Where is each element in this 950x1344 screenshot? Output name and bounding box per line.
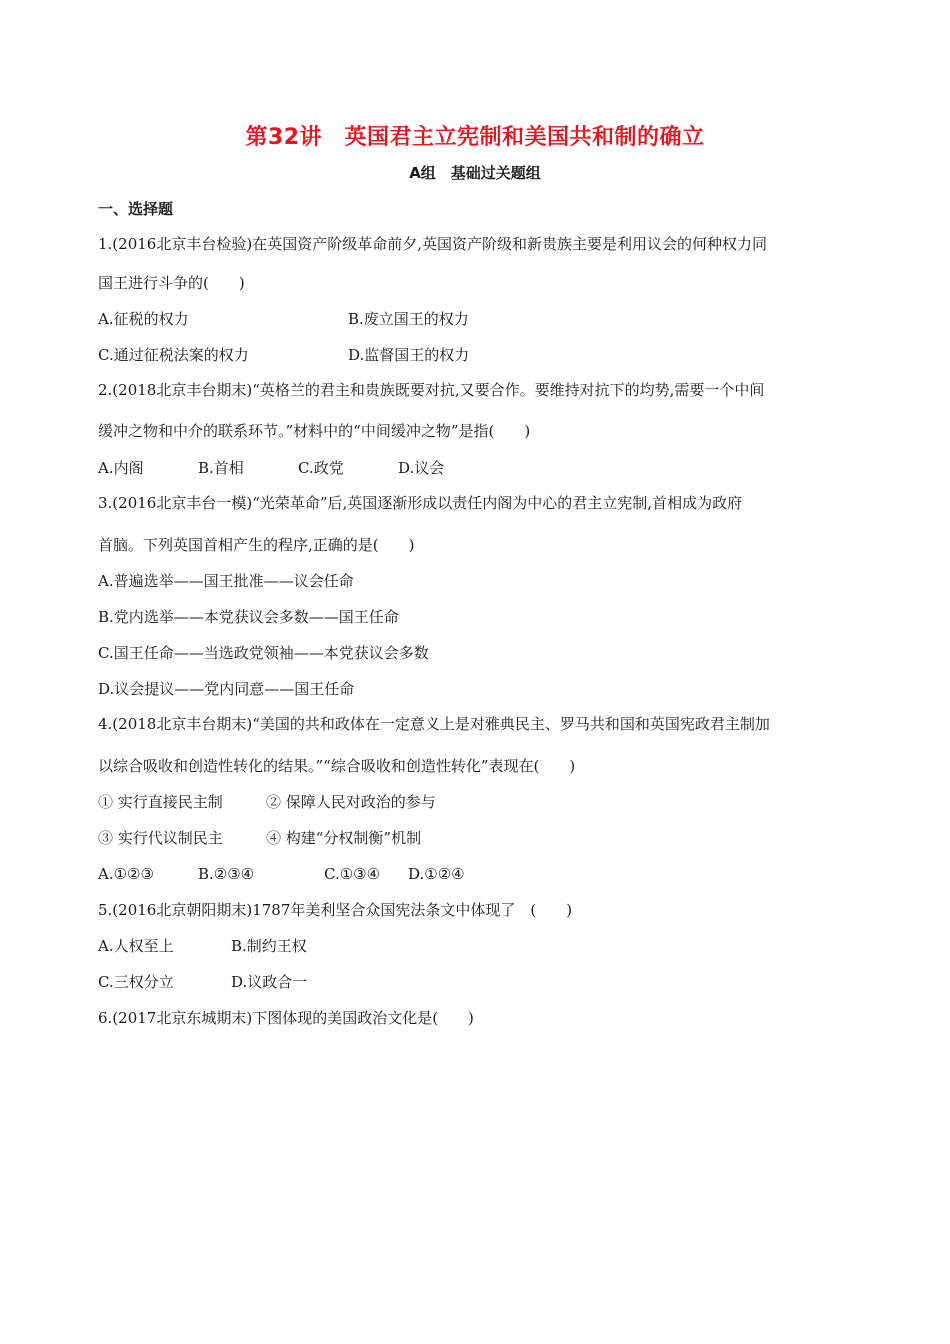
q4-stem-line2: 以综合吸收和创造性转化的结果。”“综合吸收和创造性转化”表现在( ): [98, 757, 576, 775]
q1-option-a: A.征税的权力: [98, 310, 189, 328]
q1-options-row2: [98, 345, 469, 365]
q5-option-d: D.议政合一: [231, 973, 308, 991]
q4-statement-4: ④ 构建“分权制衡”机制: [266, 829, 422, 847]
q5-options-row1: [98, 936, 307, 956]
q3-option-d: D.议会提议——党内同意——国王任命: [98, 680, 355, 698]
q4-option-b: B.②③④: [198, 865, 255, 883]
q4-statements-row2: [98, 828, 421, 848]
q3-option-b: B.党内选举——本党获议会多数——国王任命: [98, 608, 399, 626]
q4-stem-line1: 4.(2018北京丰台期末)“美国的共和政体在一定意义上是对雅典民主、罗马共和国和英国宪政君主制加: [98, 715, 770, 733]
group-subtitle: A组 基础过关题组: [409, 164, 541, 182]
q4-option-d: D.①②④: [408, 865, 465, 883]
q1-stem-line2: 国王进行斗争的( ): [98, 274, 245, 292]
q4-statements-row1: [98, 792, 436, 812]
q5-options-row2: [98, 972, 307, 992]
q3-stem-line2: 首脑。下列英国首相产生的程序,正确的是( ): [98, 536, 415, 554]
q4-option-a: A.①②③: [98, 865, 154, 883]
q6-stem: 6.(2017北京东城期末)下图体现的美国政治文化是( ): [98, 1009, 474, 1027]
q2-stem-line1: 2.(2018北京丰台期末)“英格兰的君主和贵族既要对抗,又要合作。要维持对抗下的均势,需要一个中间: [98, 381, 765, 399]
q1-option-b: B.废立国王的权力: [348, 310, 469, 328]
q1-option-c: C.通过征税法案的权力: [98, 346, 249, 364]
q3-stem-line1: 3.(2016北京丰台一模)“光荣革命”后,英国逐渐形成以责任内阁为中心的君主立宪制,首相成为政府: [98, 494, 743, 512]
q4-option-c: C.①③④: [324, 865, 381, 883]
q5-option-a: A.人权至上: [98, 937, 174, 955]
q4-statement-2: ② 保障人民对政治的参与: [266, 793, 436, 811]
q4-options-row: [98, 864, 465, 884]
q1-stem-line1: 1.(2016北京丰台检验)在英国资产阶级革命前夕,英国资产阶级和新贵族主要是利用议会的何种权力同: [98, 235, 767, 253]
q4-statement-1: ① 实行直接民主制: [98, 793, 223, 811]
q1-options-row1: [98, 309, 469, 329]
page-title: 第32讲 英国君主立宪制和美国共和制的确立: [245, 125, 705, 150]
q2-option-a: A.内阁: [98, 459, 144, 477]
q5-option-c: C.三权分立: [98, 973, 174, 991]
section-heading: 一、选择题: [98, 200, 174, 218]
q4-statement-3: ③ 实行代议制民主: [98, 829, 223, 847]
q2-options-row: [98, 458, 444, 478]
q2-stem-line2: 缓冲之物和中介的联系环节。”材料中的“中间缓冲之物”是指( ): [98, 422, 531, 440]
q2-option-d: D.议会: [398, 459, 445, 477]
q3-option-c: C.国王任命——当选政党领袖——本党获议会多数: [98, 644, 429, 662]
q1-option-d: D.监督国王的权力: [348, 346, 470, 364]
q2-option-b: B.首相: [198, 459, 244, 477]
q3-option-a: A.普遍选举——国王批准——议会任命: [98, 572, 354, 590]
q5-option-b: B.制约王权: [231, 937, 307, 955]
q5-stem: 5.(2016北京朝阳期末)1787年美利坚合众国宪法条文中体现了 ( ): [98, 901, 573, 919]
q2-option-c: C.政党: [298, 459, 344, 477]
